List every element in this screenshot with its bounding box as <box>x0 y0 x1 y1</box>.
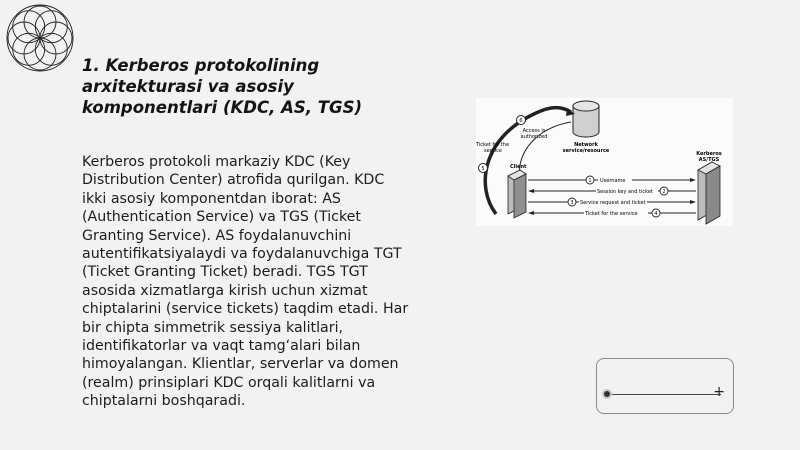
network-label: Network <box>574 142 598 148</box>
network-label-2: service/resource <box>562 148 610 154</box>
step-2-number: 2 <box>662 189 666 195</box>
step-4-label: Ticket for the service <box>585 211 638 217</box>
slider-handle[interactable] <box>604 391 610 397</box>
step-5-number: 5 <box>481 166 485 172</box>
step-6-label: Access is <box>522 128 546 134</box>
step-2-label: Session key and ticket <box>597 189 653 195</box>
step-3-number: 3 <box>570 200 574 206</box>
step-5-label: Ticket for the <box>476 142 510 148</box>
step-3-label: Service request and ticket <box>580 200 646 206</box>
kdc-server-icon <box>698 162 720 224</box>
slide-title: 1. Kerberos protokolining arxitekturasi va asosiy komponentlari (KDC, AS, TGS) <box>82 56 362 117</box>
network-server-icon <box>573 101 599 137</box>
slider-control[interactable] <box>596 358 734 414</box>
client-label: Client <box>510 164 527 170</box>
slide-body-text: Kerberos protokoli markaziy KDC (Key Distribution Center) atrofida qurilgan. KDC ikki asosiy komponentdan iborat: AS (Authentication Service) va TGS (Ticket Granting Service). AS foydalanuvchini autentifikatsiyalaydi va foydalanuvchiga TGT (Ticket Granting Ticket) beradi. TGS TGT asosida xizmatlarga kirish uchun xizmat chiptalarini (service tickets) taqdim etadi. Har bir chipta simmetrik sessiya kalitlari, identifikatorlar va vaqt tamg‘alari bilan himoyalangan. Klientlar, serverlar va domen (realm) prinsiplari KDC orqali kalitlarni va chiptalarni boshqaradi. <box>82 154 409 410</box>
plus-icon[interactable]: + <box>713 384 725 400</box>
step-1-label: Username <box>600 178 626 184</box>
kdc-label: Kerberos <box>696 151 722 157</box>
kdc-label-2: AS/TGS <box>698 157 720 163</box>
step-1-number: 1 <box>588 178 592 184</box>
step-6-number: 6 <box>519 118 523 124</box>
step-4-number: 4 <box>654 211 658 217</box>
client-computer-icon <box>508 170 526 218</box>
kerberos-diagram <box>476 98 733 226</box>
decorative-logo-icon <box>4 2 76 74</box>
step-6-label-2: authorized <box>520 134 548 140</box>
step-5-label-2: service <box>484 148 502 154</box>
slider-track[interactable] <box>607 394 721 395</box>
